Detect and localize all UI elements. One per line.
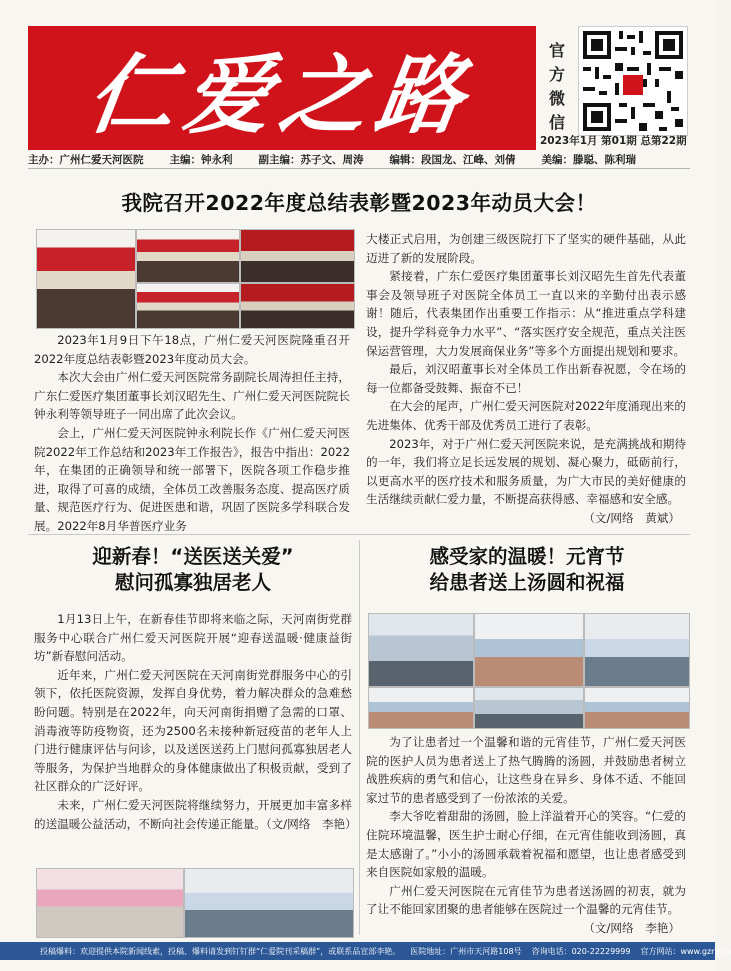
elderly-visit-photo [184, 868, 354, 938]
official-char: 方 [548, 65, 565, 84]
article2-body [34, 610, 357, 833]
ward-photo [368, 613, 474, 687]
staff-deputy-editor: 副主编：苏子文、周涛 [258, 153, 364, 166]
footer-phone: 咨询电话：020-22229999 [531, 946, 631, 956]
footer-bar [0, 942, 731, 960]
footer-address: 医院地址：广州市天河路108号 [410, 946, 522, 956]
article3-signature: （文/网络 李艳） [583, 920, 680, 935]
official-char: 信 [548, 113, 565, 132]
article3-paragraph: 李大爷吃着甜甜的汤圆，脸上洋溢着开心的笑容。“仁爱的住院环境温馨，医生护士耐心仔细，在元宵佳能收到汤圆，真是太感谢了。”小小的汤圆承载着祝福和愿望，也让患者感受到来自医院如家般的温暖。 [366, 809, 686, 880]
ward-photo [474, 687, 584, 729]
community-service-photo [36, 868, 184, 938]
award-photo [136, 229, 240, 283]
column-divider [359, 540, 360, 935]
issue-info: 2023年1月 第01期 总第22期 [540, 135, 687, 147]
award-photo [240, 283, 355, 329]
official-wechat-label [540, 28, 574, 146]
article2-paragraph: 未来，广州仁爱天河医院将继续努力，开展更加丰富多样的送温暖公益活动，不断向社会传递正能量。（文/网络 李艳） [34, 797, 357, 831]
meeting-photo [36, 229, 136, 329]
article1-continuation: 大楼正式启用，为创建三级医院打下了坚实的硬件基础，从此迈进了新的发展阶段。 [366, 232, 686, 265]
official-char: 微 [548, 89, 565, 108]
official-char: 官 [548, 41, 565, 60]
qr-code-icon [578, 26, 688, 136]
article2-title-line: 迎新春！“送医送关爱” [92, 545, 294, 568]
staff-host: 主办：广州仁爱天河医院 [28, 153, 144, 166]
ward-photo [368, 687, 474, 729]
article2-paragraph: 近年来，广州仁爱天河医院在天河南街党群服务中心的引领下，依托医院资源，发挥自身优势，着力解决群众的急难愁盼问题。特别是在2022年，向天河南街捐赠了急需的口罩、消毒液等防疫物资，还为2500名未接种新冠疫苗的老年人上门进行健康评估与问诊，以及送医送药上门慰问孤寡独居老人等服务，为保护当地群众的身体健康做出了积极贡献，受到了社区群众的广泛好评。 [34, 667, 352, 794]
ward-photo [584, 613, 690, 687]
award-photo [240, 229, 355, 283]
staff-credits [28, 150, 690, 169]
footer-tip: 投稿爆料：欢迎提供本院新闻线索，投稿、爆料请发到钉钉群“仁爱院刊采稿群”，或联系品宣部李艳。 [40, 946, 401, 956]
article1-paragraph: 2023年1月9日下午18点，广州仁爱天河医院隆重召开2022年度总结表彰暨2023年度动员大会。 [34, 333, 350, 366]
article1-title: 我院召开2022年度总结表彰暨2023年动员大会！ [121, 191, 597, 215]
article1-paragraph: 最后，刘汉昭董事长对全体员工作出新春祝愿，令在场的每一位都备受鼓舞、振奋不已！ [366, 362, 686, 395]
masthead-banner [28, 26, 536, 150]
article1-signature: （文/网络 黄斌） [583, 510, 680, 525]
section-divider [28, 534, 690, 535]
staff-designers: 美编：滕聪、陈利瑞 [541, 153, 636, 166]
article3-title-line: 给患者送上汤圆和祝福 [429, 571, 625, 594]
article3-paragraph: 为了让患者过一个温馨和谐的元宵佳节，广州仁爱天河医院的医护人员为患者送上了热气腾腾的汤圆，并鼓励患者树立战胜疾病的勇气和信心，让这些身在异乡、身体不适、不能回家过节的患者感受到了一份浓浓的关爱。 [366, 735, 686, 805]
ward-photo [474, 613, 584, 687]
article1-right-body [366, 230, 686, 528]
article1-paragraph: 在大会的尾声，广州仁爱天河医院对2022年度涌现出来的先进集体、优秀干部及优秀员工进行了表彰。 [366, 399, 686, 432]
article3-title-line: 感受家的温暖！元宵节 [429, 545, 625, 568]
staff-editors: 编辑：段国龙、江峰、刘倩 [389, 153, 516, 166]
article1-left-body [34, 331, 350, 536]
article1-paragraph: 2023年，对于广州仁爱天河医院来说，是充满挑战和期待的一年，我们将立足长远发展的规划、凝心聚力，砥砺前行，以更高水平的医疗技术和服务质量，为广大市民的美好健康的生活继续贡献仁爱力量，不断提高获得感、幸福感和安全感。 [366, 436, 686, 507]
ward-photo [584, 687, 690, 729]
footer-website[interactable]: 官方网站：www.gzra.cn [640, 946, 731, 956]
article3-paragraph: 广州仁爱天河医院在元宵佳节为患者送汤圆的初衷，就为了让不能回家团聚的患者能够在医院过一个温馨的元宵佳节。 [366, 883, 686, 917]
article3-body [366, 733, 686, 938]
article3-title [366, 544, 688, 596]
article2-title [34, 544, 352, 596]
article2-paragraph: 1月13日上午，在新春佳节即将来临之际，天河南街党群服务中心联合广州仁爱天河医院开展“迎春送温暖·健康益街坊”新春慰问活动。 [34, 612, 352, 664]
award-photo [136, 283, 240, 329]
article2-title-line: 慰问孤寡独居老人 [114, 571, 271, 594]
article1-paragraph: 本次大会由广州仁爱天河医院常务副院长周涛担任主持，广东仁爱医疗集团董事长刘汉昭先生、广州仁爱天河医院院长钟永利等领导班子一同出席了此次会议。 [34, 370, 350, 422]
article1-paragraph: 紧接着，广东仁爱医疗集团董事长刘汉昭先生首先代表董事会及领导班子对医院全体员工一直以来的辛勤付出表示感谢！随后，代表集团作出重要工作指示：从“推进重点学科建设，提升学科竞争力水平”、“落实医疗安全规范，重点关注医保运营管理，大力发展商保业务”等多个方面提出规划和要求。 [366, 269, 686, 358]
article1-paragraph: 会上，广州仁爱天河医院钟永利院长作《广州仁爱天河医院2022年工作总结和2023年工作报告》，报告中指出：2022年，在集团的正确领导和统一部署下，医院各项工作稳步推进，取得了可喜的成绩，全体员工改善服务态度、提高医疗质量、规范医疗行为、促进医患和谐，巩固了医院多学科联合发展。2022年8月华普医疗业务 [34, 425, 350, 533]
masthead-title: 仁爱之路 [81, 45, 481, 146]
staff-editor-in-chief: 主编：钟永利 [169, 153, 233, 166]
